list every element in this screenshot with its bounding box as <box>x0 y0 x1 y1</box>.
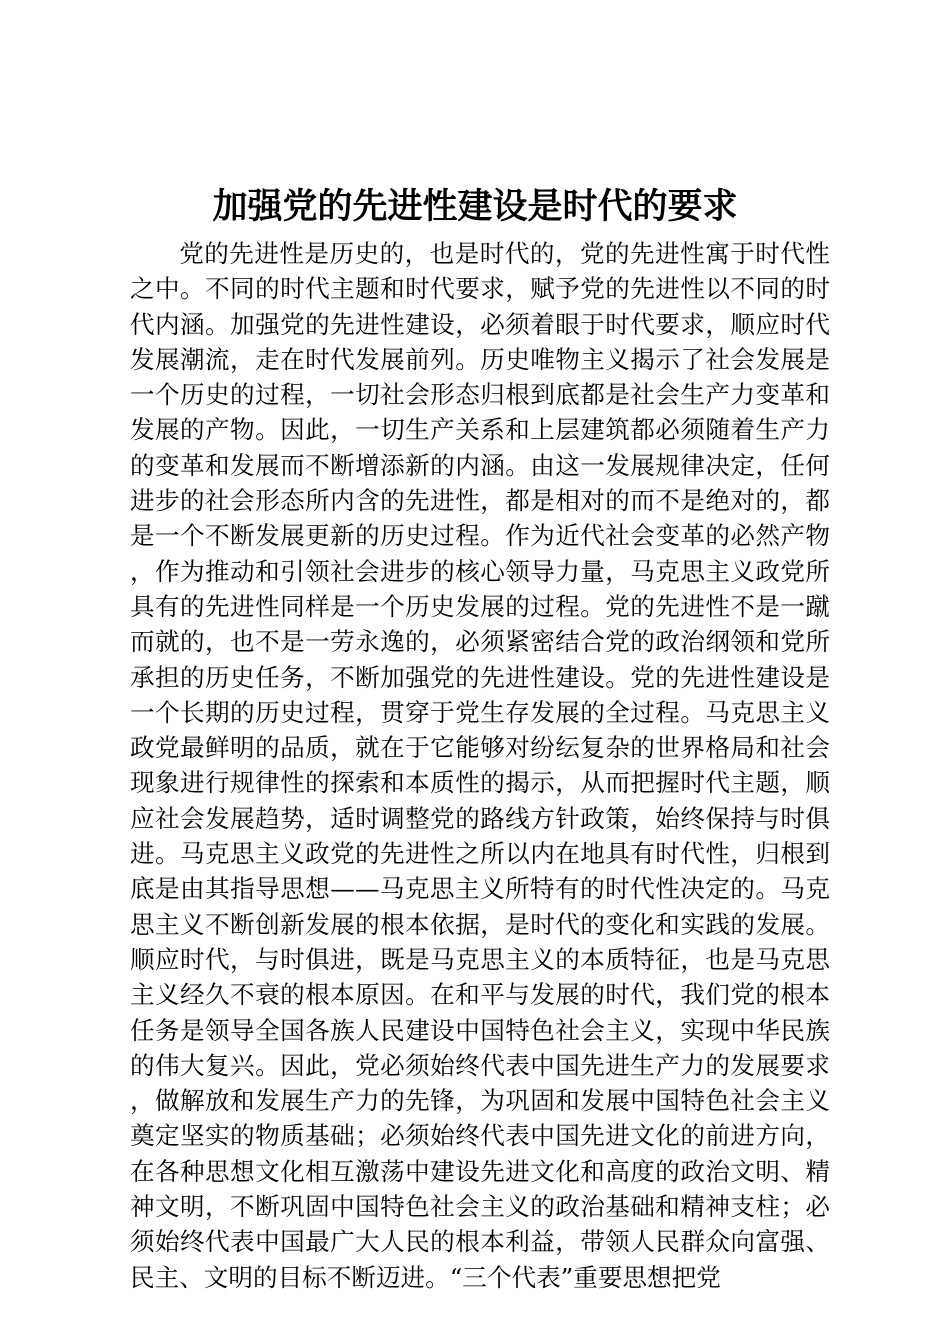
body-paragraph: 党的先进性是历史的，也是时代的，党的先进性寓于时代性之中。不同的时代主题和时代要求，赋予党的先进性以不同的时代内涵。加强党的先进性建设，必须着眼于时代要求，顺应时代发展潮流，走在时代发展前列。历史唯物主义揭示了社会发展是一个历史的过程，一切社会形态归根到底都是社会生产力变革和发展的产物。因此，一切生产关系和上层建筑都必须随着生产力的变革和发展而不断增添新的内涵。由这一发展规律决定，任何进步的社会形态所内含的先进性，都是相对的而不是绝对的，都是一个不断发展更新的历史过程。作为近代社会变革的必然产物，作为推动和引领社会进步的核心领导力量，马克思主义政党所具有的先进性同样是一个历史发展的过程。党的先进性不是一蹴而就的，也不是一劳永逸的，必须紧密结合党的政治纲领和党所承担的历史任务，不断加强党的先进性建设。党的先进性建设是一个长期的历史过程，贯穿于党生存发展的全过程。马克思主义政党最鲜明的品质，就在于它能够对纷纭复杂的世界格局和社会现象进行规律性的探索和本质性的揭示，从而把握时代主题，顺应社会发展趋势，适时调整党的路线方针政策，始终保持与时俱进。马克思主义政党的先进性之所以内在地具有时代性，归根到底是由其指导思想——马克思主义所特有的时代性决定的。马克思主义不断创新发展的根本依据，是时代的变化和实践的发展。顺应时代，与时俱进，既是马克思主义的本质特征，也是马克思主义经久不衰的根本原因。在和平与发展的时代，我们党的根本任务是领导全国各族人民建设中国特色社会主义，实现中华民族的伟大复兴。因此，党必须始终代表中国先进生产力的发展要求，做解放和发展生产力的先锋，为巩固和发展中国特色社会主义奠定坚实的物质基础；必须始终代表中国先进文化的前进方向，在各种思想文化相互激荡中建设先进文化和高度的政治文明、精神文明，不断巩固中国特色社会主义的政治基础和精神支柱；必须始终代表中国最广大人民的根本利益，带领人民群众向富强、民主、文明的目标不断迈进。“三个代表”重要思想把党 <box>130 239 830 1292</box>
document-title: 加强党的先进性建设是时代的要求 <box>212 186 738 227</box>
